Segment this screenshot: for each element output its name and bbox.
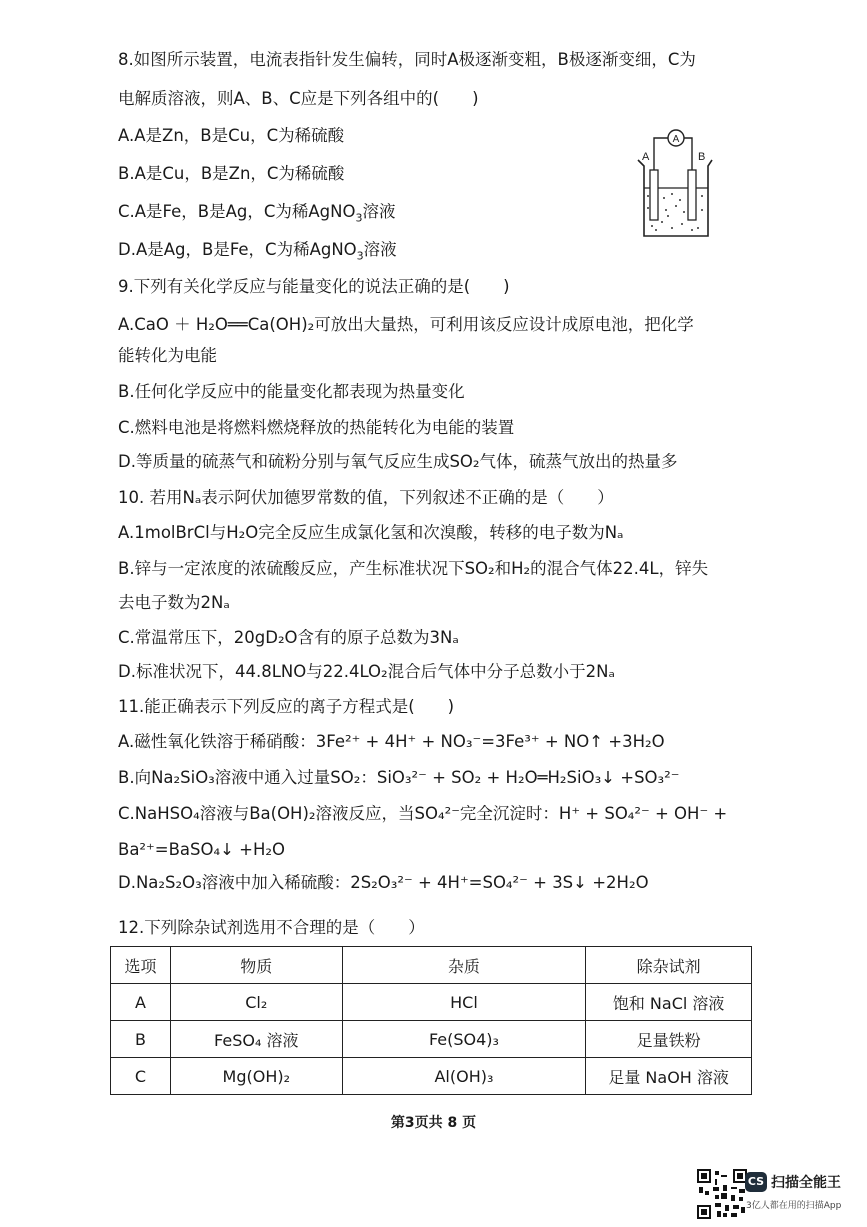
q8-option-d: D.A是Ag，B是Fe，C为稀AgNO$_3$溶液 bbox=[118, 240, 397, 263]
q8-option-a: A.A是Zn，B是Cu，C为稀硫酸 bbox=[118, 126, 345, 145]
table-header-cell: 选项 bbox=[111, 947, 171, 984]
q8-option-b: B.A是Cu，B是Zn，C为稀硫酸 bbox=[118, 164, 345, 183]
q9-option-c: C.燃料电池是将燃料燃烧释放的热能转化为电能的装置 bbox=[118, 418, 515, 437]
q11-option-a: A.磁性氧化铁溶于稀硝酸：3Fe²⁺ + 4H⁺ + NO₃⁻=3Fe³⁺ + NO↑ +3H₂O bbox=[118, 732, 665, 751]
table-cell: Cl₂ bbox=[170, 984, 342, 1021]
q8-stem-line1: 8.如图所示装置，电流表指针发生偏转，同时A极逐渐变粗，B极逐渐变细，C为 bbox=[118, 50, 696, 69]
q10-stem: 10. 若用Nₐ表示阿伏加德罗常数的值，下列叙述不正确的是（ ） bbox=[118, 488, 614, 507]
q9-stem: 9.下列有关化学反应与能量变化的说法正确的是( ) bbox=[118, 277, 510, 296]
table-cell: Fe(SO4)₃ bbox=[342, 1021, 586, 1058]
electrode-b bbox=[688, 170, 696, 220]
q8-option-c: C.A是Fe，B是Ag，C为稀AgNO$_3$溶液 bbox=[118, 202, 396, 225]
q11-option-c-line1: C.NaHSO₄溶液与Ba(OH)₂溶液反应，当SO₄²⁻完全沉淀时：H⁺ + SO₄²⁻ + OH⁻ + bbox=[118, 804, 728, 823]
table-cell: HCl bbox=[342, 984, 586, 1021]
q12-stem: 12.下列除杂试剂选用不合理的是（ ） bbox=[118, 918, 425, 937]
scanner-app-logo-icon: CS bbox=[745, 1172, 767, 1192]
table-cell: Mg(OH)₂ bbox=[170, 1058, 342, 1095]
q10-option-a: A.1molBrCl与H₂O完全反应生成氯化氢和次溴酸，转移的电子数为Nₐ bbox=[118, 523, 624, 542]
table-cell: B bbox=[111, 1021, 171, 1058]
q12-table bbox=[110, 946, 752, 1095]
table-cell: 足量 NaOH 溶液 bbox=[586, 1058, 752, 1095]
table-cell: A bbox=[111, 984, 171, 1021]
table-cell: 足量铁粉 bbox=[586, 1021, 752, 1058]
q10-option-b-line2: 去电子数为2Nₐ bbox=[118, 593, 230, 612]
q9-option-b: B.任何化学反应中的能量变化都表现为热量变化 bbox=[118, 382, 465, 401]
q11-option-b: B.向Na₂SiO₃溶液中通入过量SO₂：SiO₃²⁻ + SO₂ + H₂O═H₂SiO₃↓ +SO₃²⁻ bbox=[118, 768, 680, 787]
q9-option-d: D.等质量的硫蒸气和硫粉分别与氧气反应生成SO₂气体，硫蒸气放出的热量多 bbox=[118, 452, 678, 471]
q10-option-c: C.常温常压下，20gD₂O含有的原子总数为3Nₐ bbox=[118, 628, 459, 647]
table-cell: Al(OH)₃ bbox=[342, 1058, 586, 1095]
ammeter-label: A bbox=[672, 134, 680, 145]
q9-option-a-line2: 能转化为电能 bbox=[118, 346, 217, 365]
electrode-a bbox=[650, 170, 658, 220]
page-number: 第3页共 8 页 bbox=[390, 1115, 477, 1131]
q8-stem-line2: 电解质溶液，则A、B、C应是下列各组中的( ) bbox=[118, 89, 479, 108]
table-row bbox=[111, 1021, 752, 1058]
q10-option-d: D.标准状况下，44.8LNO与22.4LO₂混合后气体中分子总数小于2Nₐ bbox=[118, 662, 615, 681]
qr-code-icon bbox=[697, 1169, 747, 1219]
q11-option-d: D.Na₂S₂O₃溶液中加入稀硫酸：2S₂O₃²⁻ + 4H⁺=SO₄²⁻ + 3S↓ +2H₂O bbox=[118, 873, 649, 892]
table-row bbox=[111, 1058, 752, 1095]
table-cell: FeSO₄ 溶液 bbox=[170, 1021, 342, 1058]
galvanic-cell-diagram bbox=[632, 126, 716, 242]
table-header-row bbox=[111, 947, 752, 984]
electrode-label-b: B bbox=[698, 151, 706, 163]
scanner-tagline: 3亿人都在用的扫描App bbox=[746, 1201, 842, 1211]
table-cell: 饱和 NaCl 溶液 bbox=[586, 984, 752, 1021]
q11-option-c-line2: Ba²⁺=BaSO₄↓ +H₂O bbox=[118, 840, 285, 859]
table-cell: C bbox=[111, 1058, 171, 1095]
scanner-brand-name: 扫描全能王 bbox=[771, 1175, 841, 1191]
table-header-cell: 物质 bbox=[170, 947, 342, 984]
table-header-cell: 除杂试剂 bbox=[586, 947, 752, 984]
q10-option-b-line1: B.锌与一定浓度的浓硫酸反应，产生标准状况下SO₂和H₂的混合气体22.4L，锌失 bbox=[118, 559, 709, 578]
electrode-label-a: A bbox=[642, 151, 650, 163]
table-row bbox=[111, 984, 752, 1021]
table-header-cell: 杂质 bbox=[342, 947, 586, 984]
q11-stem: 11.能正确表示下列反应的离子方程式是( ) bbox=[118, 697, 455, 716]
q9-option-a-line1: A.CaO ＋ H₂O══Ca(OH)₂可放出大量热，可利用该反应设计成原电池，把化学 bbox=[118, 315, 694, 334]
